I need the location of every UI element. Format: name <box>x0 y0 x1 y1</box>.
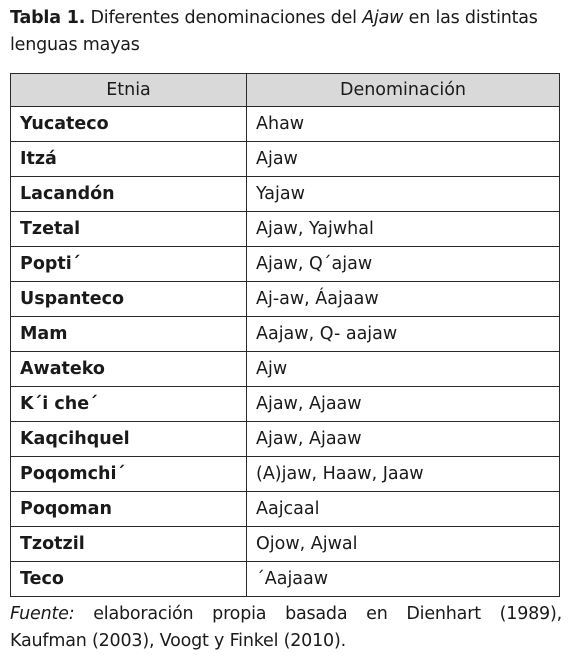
column-header-etnia: Etnia <box>11 74 247 107</box>
etnia-cell: Poqoman <box>11 492 247 527</box>
denominacion-cell: Ajw <box>247 352 560 387</box>
table-row <box>11 352 560 387</box>
column-header-denominacion: Denominación <box>247 74 560 107</box>
table-row <box>11 457 560 492</box>
etnia-cell: Tzetal <box>11 212 247 247</box>
caption-label: Tabla 1. <box>10 8 86 28</box>
table-header-row <box>11 74 560 107</box>
table-row <box>11 387 560 422</box>
table-row <box>11 422 560 457</box>
table-row <box>11 142 560 177</box>
table-row <box>11 317 560 352</box>
caption-italic-term: Ajaw <box>362 8 404 28</box>
etnia-cell: Itzá <box>11 142 247 177</box>
etnia-cell: Uspanteco <box>11 282 247 317</box>
denominacion-cell: ´Aajaaw <box>247 562 560 597</box>
denominacion-cell: Aajcaal <box>247 492 560 527</box>
etnia-cell: Poqomchi´ <box>11 457 247 492</box>
denominacion-cell: Ahaw <box>247 107 560 142</box>
denominacion-cell: Ajaw, Ajaaw <box>247 422 560 457</box>
table-row <box>11 562 560 597</box>
table-caption <box>10 5 575 59</box>
table-row <box>11 212 560 247</box>
denominacion-cell: Aajaw, Q- aajaw <box>247 317 560 352</box>
denominations-table <box>10 73 560 597</box>
denominacion-cell: Ajaw, Yajwhal <box>247 212 560 247</box>
etnia-cell: Yucateco <box>11 107 247 142</box>
denominacion-cell: Ajaw, Ajaaw <box>247 387 560 422</box>
etnia-cell: Popti´ <box>11 247 247 282</box>
denominacion-cell: Ajaw <box>247 142 560 177</box>
etnia-cell: Kaqcihquel <box>11 422 247 457</box>
etnia-cell: K´i che´ <box>11 387 247 422</box>
source-label: Fuente: <box>10 604 75 624</box>
etnia-cell: Teco <box>11 562 247 597</box>
denominacion-cell: Aj-aw, Áajaaw <box>247 282 560 317</box>
caption-text-after: en las distintas lenguas mayas <box>10 8 538 55</box>
etnia-cell: Tzotzil <box>11 527 247 562</box>
table-row <box>11 527 560 562</box>
table-row <box>11 247 560 282</box>
denominacion-cell: Ajaw, Q´ajaw <box>247 247 560 282</box>
denominacion-cell: (A)jaw, Haaw, Jaaw <box>247 457 560 492</box>
denominacion-cell: Yajaw <box>247 177 560 212</box>
etnia-cell: Lacandón <box>11 177 247 212</box>
table-row <box>11 282 560 317</box>
table-row <box>11 177 560 212</box>
caption-text-before: Diferentes denominaciones del <box>85 8 363 28</box>
table-row <box>11 492 560 527</box>
source-note <box>10 601 562 655</box>
source-text: elaboración propia basada en Dienhart (1989), Kaufman (2003), Voogt y Finkel (2010). <box>10 604 562 651</box>
etnia-cell: Awateko <box>11 352 247 387</box>
etnia-cell: Mam <box>11 317 247 352</box>
denominacion-cell: Ojow, Ajwal <box>247 527 560 562</box>
table-row <box>11 107 560 142</box>
